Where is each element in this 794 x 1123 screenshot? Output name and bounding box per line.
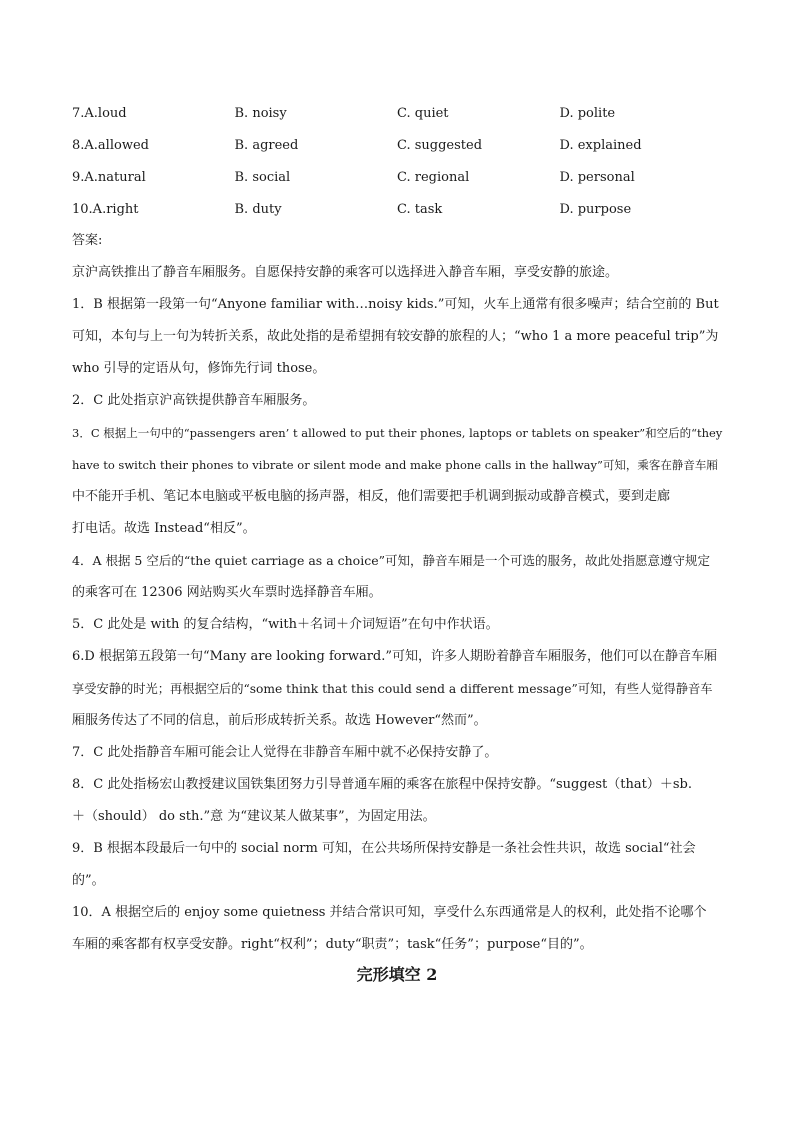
option: B. duty xyxy=(234,201,282,217)
option: B. social xyxy=(234,169,291,185)
option: C. suggested xyxy=(397,137,483,153)
option: D. explained xyxy=(559,137,642,153)
document-body xyxy=(72,97,722,961)
text-line: 的乘客可在 12306 网站购买火车票时选择静音车厢。 xyxy=(72,585,382,600)
text-line: have to switch their phones to vibrate or silent mode and make phone calls in the hallway”可知，乘客在静音车厢 xyxy=(72,458,718,472)
option: B. agreed xyxy=(234,137,299,153)
text-line: who 引导的定语从句，修饰先行词 those。 xyxy=(72,361,326,376)
text-line: 9．B 根据本段最后一句中的 social norm 可知，在公共场所保持安静是一条社会性共识，故选 social“社会 xyxy=(72,841,696,856)
option-row-8 xyxy=(72,129,722,161)
option-row-9 xyxy=(72,161,722,193)
text-line: 中不能开手机、笔记本电脑或平板电脑的扬声器，相反，他们需要把手机调到振动或静音模式，要到走廊 xyxy=(72,489,671,504)
option: 10.A.right xyxy=(72,201,139,217)
text-line: 的”。 xyxy=(72,873,105,888)
text-line: 8．C 此处指杨宏山教授建议国铁集团努力引导普通车厢的乘客在旅程中保持安静。“suggest（that）＋sb. xyxy=(72,777,692,792)
answer-label: 答案: xyxy=(72,233,103,248)
text-line: 厢服务传达了不同的信息，前后形成转折关系。故选 However“然而”。 xyxy=(72,713,487,728)
option: 9.A.natural xyxy=(72,169,146,185)
text-line: 京沪高铁推出了静音车厢服务。自愿保持安静的乘客可以选择进入静音车厢，享受安静的旅途。 xyxy=(72,265,619,280)
text-line: ＋（should） do sth.”意 为“建议某人做某事”，为固定用法。 xyxy=(72,809,436,824)
option: 7.A.loud xyxy=(72,105,127,121)
text-line: 2．C 此处指京沪高铁提供静音车厢服务。 xyxy=(72,393,316,408)
option: D. polite xyxy=(559,105,616,121)
section-title: 完形填空 2 xyxy=(356,965,438,984)
text-line: 4．A 根据 5 空后的“the quiet carriage as a choice”可知，静音车厢是一个可选的服务，故此处指愿意遵守规定 xyxy=(72,553,710,568)
option-row-10 xyxy=(72,193,722,225)
text-line: 6.D 根据第五段第一句“Many are looking forward.”可知，许多人期盼着静音车厢服务，他们可以在静音车厢 xyxy=(72,649,718,664)
option: C. task xyxy=(397,201,443,217)
option: C. regional xyxy=(397,169,470,185)
text-line: 1．B 根据第一段第一句“Anyone familiar with…noisy kids.”可知，火车上通常有很多噪声；结合空前的 But xyxy=(72,297,719,312)
text-line: 车厢的乘客都有权享受安静。right“权利”；duty“职责”；task“任务”；purpose“目的”。 xyxy=(72,937,593,952)
text-line: 10．A 根据空后的 enjoy some quietness 并结合常识可知，享受什么东西通常是人的权利，此处指不论哪个 xyxy=(72,905,707,920)
text-line: 打电话。故选 Instead“相反”。 xyxy=(72,521,256,536)
text-line: 3．C 根据上一句中的“passengers aren’ t allowed to put their phones, laptops or tablets on speaker”和空后的“they xyxy=(72,426,723,440)
option-row-7 xyxy=(72,97,722,129)
option: C. quiet xyxy=(397,105,449,121)
text-line: 5．C 此处是 with 的复合结构，“with＋名词＋介词短语”在句中作状语。 xyxy=(72,617,499,632)
option: D. personal xyxy=(559,169,635,185)
option: D. purpose xyxy=(559,201,632,217)
text-line: 可知，本句与上一句为转折关系，故此处指的是希望拥有较安静的旅程的人；“who 1 a more peaceful trip”为 xyxy=(72,329,719,344)
option: B. noisy xyxy=(234,105,287,121)
option: 8.A.allowed xyxy=(72,137,149,153)
text-line: 7．C 此处指静音车厢可能会让人觉得在非静音车厢中就不必保持安静了。 xyxy=(72,745,498,760)
text-line: 享受安静的时光；再根据空后的“some think that this could send a different message”可知，有些人觉得静音车 xyxy=(72,682,713,696)
